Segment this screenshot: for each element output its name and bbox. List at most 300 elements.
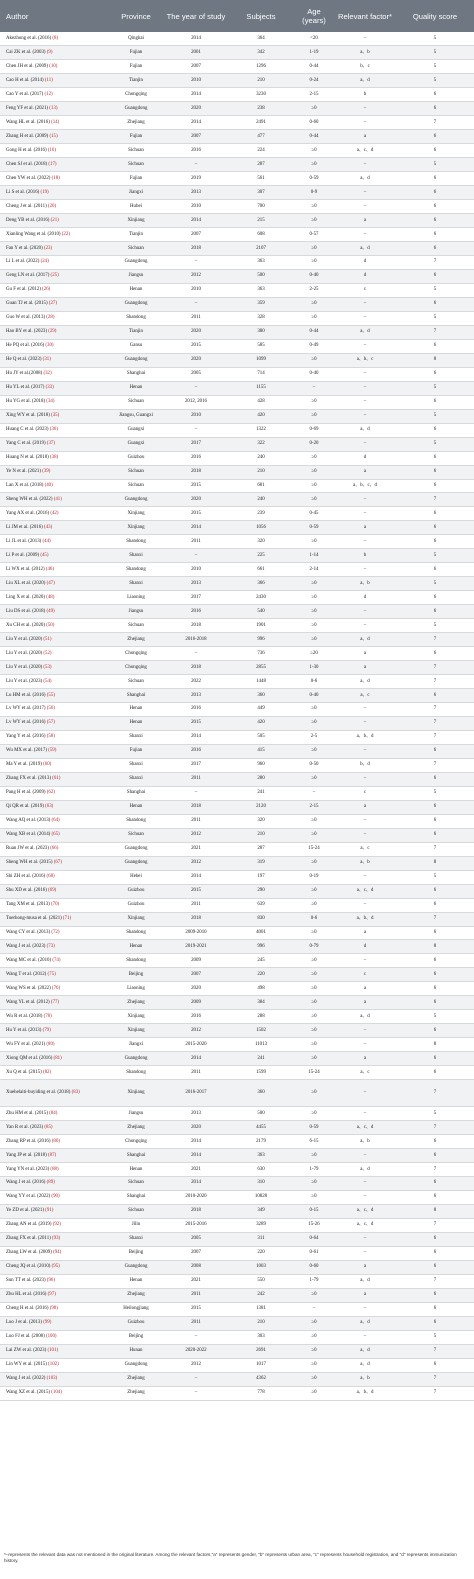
author-cell	[0, 451, 108, 465]
factor-cell: a	[363, 985, 367, 991]
reference-link[interactable]: 32	[45, 371, 50, 377]
reference-close: )	[59, 1222, 61, 1228]
reference-link[interactable]: 48	[47, 594, 53, 600]
reference-link[interactable]: 81	[55, 1055, 61, 1061]
age-cell: 0-44	[309, 63, 319, 69]
reference-link[interactable]: 27	[50, 301, 56, 307]
factor-cell: –	[363, 1236, 367, 1242]
age-cell: 2-14	[309, 566, 319, 572]
subjects-cell: 384	[257, 999, 265, 1005]
reference-close: )	[59, 1250, 62, 1256]
reference-open: (	[49, 999, 53, 1005]
reference-link[interactable]: 23	[45, 245, 51, 251]
reference-open: (	[43, 91, 47, 97]
factor-cell: a、c	[360, 692, 370, 698]
table-row	[0, 311, 474, 325]
quality-cell: 5	[433, 1334, 437, 1340]
reference-open: (	[51, 35, 54, 41]
reference-link[interactable]: 43	[45, 524, 51, 530]
reference-link[interactable]: 13	[50, 105, 56, 111]
author-cell	[0, 1107, 108, 1121]
age-cell: ≥0	[311, 776, 317, 782]
author-name: Lu HM et al. (2016)	[6, 692, 46, 698]
age-cell: 0-40	[309, 273, 319, 279]
reference-link[interactable]: 90	[53, 1194, 58, 1200]
year-cell: 2019	[191, 175, 201, 181]
reference-link[interactable]: 69	[49, 888, 55, 894]
reference-close: )	[49, 1320, 52, 1326]
reference-link[interactable]: 30	[47, 343, 52, 349]
subjects-cell: 220	[257, 1250, 265, 1256]
reference-link[interactable]: 65	[53, 832, 59, 838]
reference-open: (	[49, 902, 53, 908]
reference-close: )	[60, 1055, 62, 1061]
reference-link[interactable]: 71	[64, 916, 70, 922]
author-name: Gong H et al. (2016)	[6, 147, 47, 153]
reference-link[interactable]: 98	[51, 1306, 57, 1312]
quality-cell: 7	[433, 119, 437, 125]
year-cell: 2015-2020	[185, 1041, 207, 1047]
table-row	[0, 703, 474, 717]
province-cell: Guangdong	[124, 1362, 148, 1368]
reference-link[interactable]: 34	[47, 399, 53, 405]
reference-open: (	[47, 63, 51, 69]
quality-cell: 6	[433, 650, 437, 656]
reference-link[interactable]: 47	[48, 580, 54, 586]
reference-link[interactable]: 37	[48, 441, 54, 447]
reference-link[interactable]: 28	[47, 315, 53, 321]
reference-close: )	[58, 818, 60, 824]
reference-link[interactable]: 9	[48, 49, 51, 55]
year-cell: 2007	[191, 231, 201, 237]
subjects-cell: 681	[257, 482, 265, 488]
table-row	[0, 619, 474, 633]
reference-open: (	[44, 622, 48, 628]
reference-link[interactable]: 60	[44, 762, 50, 768]
reference-close: )	[55, 105, 58, 111]
reference-link[interactable]: 57	[48, 720, 54, 726]
reference-link[interactable]: 78	[45, 1013, 51, 1019]
reference-link[interactable]: 55	[48, 692, 54, 698]
reference-link[interactable]: 20	[49, 203, 55, 209]
quality-cell: 5	[433, 49, 437, 55]
quality-cell: 6	[433, 1152, 437, 1158]
author-name: Guo W et al. (2013)	[6, 315, 46, 321]
year-cell: 2016	[191, 455, 201, 461]
reference-link[interactable]: 45	[41, 552, 47, 558]
table-row	[0, 1344, 474, 1358]
year-cell: 2011	[191, 1320, 201, 1326]
author-name: Lai ZW et al. (2023)	[6, 1348, 47, 1354]
reference-link[interactable]: 86	[53, 1138, 59, 1144]
reference-close: )	[57, 1362, 59, 1368]
author-cell	[0, 158, 108, 172]
table-row	[0, 493, 474, 507]
year-cell: 2014	[191, 91, 201, 97]
reference-link[interactable]: 87	[49, 1152, 55, 1158]
quality-cell: 6	[433, 538, 437, 544]
province-cell: Liaoning	[127, 985, 145, 991]
reference-link[interactable]: 39	[43, 469, 49, 475]
reference-link[interactable]: 102	[49, 1362, 58, 1368]
author-name: Wang HL et al. (2016)	[6, 119, 50, 125]
header-age: Age (years)	[302, 7, 326, 25]
reference-link[interactable]: 85	[46, 1124, 51, 1130]
reference-link[interactable]: 40	[46, 482, 52, 488]
author-name: He PQ et al. (2016)	[6, 343, 45, 349]
reference-link[interactable]: 56	[48, 706, 54, 712]
reference-link[interactable]: 49	[48, 608, 54, 614]
factor-cell: a、d	[360, 175, 370, 181]
reference-link[interactable]: 94	[54, 1250, 60, 1256]
reference-link[interactable]: 59	[49, 748, 55, 754]
reference-link[interactable]: 19	[42, 189, 48, 195]
age-cell: –	[312, 1306, 316, 1312]
reference-open: (	[44, 385, 48, 391]
age-cell: 0-59	[309, 175, 319, 181]
reference-link[interactable]: 70	[52, 902, 58, 908]
reference-link[interactable]: 25	[52, 273, 58, 279]
author-cell	[0, 912, 108, 926]
reference-link[interactable]: 82	[44, 1069, 50, 1075]
table-row	[0, 898, 474, 912]
year-cell: 2009	[191, 999, 201, 1005]
reference-close: )	[57, 1194, 60, 1200]
reference-link[interactable]: 101	[49, 1348, 57, 1354]
reference-close: )	[52, 1041, 55, 1047]
age-cell: 15-24	[308, 1069, 320, 1075]
table-row	[0, 591, 474, 605]
table-row	[0, 88, 474, 102]
quality-cell: 7	[433, 1278, 437, 1284]
author-cell	[0, 716, 108, 730]
factor-cell: a、c	[360, 1069, 370, 1075]
reference-close: )	[55, 63, 58, 69]
factor-cell: a	[363, 999, 367, 1005]
reference-link[interactable]: 74	[53, 957, 59, 963]
age-cell: ≥0	[311, 482, 317, 488]
quality-cell: 6	[433, 1138, 437, 1144]
year-cell: 2021	[191, 1166, 201, 1172]
header-row	[0, 0, 474, 32]
reference-link[interactable]: 14	[52, 119, 58, 125]
quality-cell: 6	[433, 343, 437, 349]
reference-open: (	[45, 1180, 49, 1186]
quality-cell: 6	[433, 147, 437, 153]
author-cell	[0, 521, 108, 535]
reference-close: )	[49, 650, 52, 656]
reference-link[interactable]: 63	[46, 804, 52, 810]
author-name: Xiong QM et al. (2016)	[6, 1055, 53, 1061]
reference-link[interactable]: 75	[49, 971, 55, 977]
author-name: Fan Y et al. (2020)	[6, 245, 43, 251]
reference-open: (	[48, 133, 52, 139]
reference-link[interactable]: 92	[54, 1222, 60, 1228]
reference-link[interactable]: 97	[49, 1292, 55, 1298]
author-cell	[0, 940, 108, 954]
reference-link[interactable]: 51	[45, 636, 50, 642]
reference-link[interactable]: 95	[53, 1264, 59, 1270]
age-cell: ≥0	[311, 580, 317, 586]
reference-link[interactable]: 77	[52, 999, 58, 1005]
reference-link[interactable]: 22	[63, 231, 69, 237]
table-footnote: *–represents the relevant data was not mentioned in the original literature. Among the relevant factors,"a" represents gender, "b" represents urban area, "c" represents household registration, and "d" represents immunization history.	[4, 1552, 457, 1563]
author-cell	[0, 32, 108, 46]
reference-link[interactable]: 50	[47, 622, 53, 628]
quality-cell: 6	[433, 999, 437, 1005]
factor-cell: a、d	[360, 678, 370, 684]
reference-close: )	[54, 748, 57, 754]
reference-link[interactable]: 80	[48, 1041, 53, 1047]
age-cell: ≥0	[311, 203, 317, 209]
province-cell: Zhejiang	[127, 999, 145, 1005]
reference-link[interactable]: 15	[51, 133, 56, 139]
province-cell: Shanghai	[126, 790, 146, 796]
reference-link[interactable]: 88	[52, 1166, 57, 1172]
subjects-cell: 2430	[256, 594, 266, 600]
reference-link[interactable]: 68	[48, 874, 54, 880]
reference-link[interactable]: 83	[73, 1090, 79, 1096]
author-cell	[0, 856, 108, 870]
province-cell: Jiangxi	[128, 189, 144, 195]
age-cell: ≥0	[311, 413, 317, 419]
reference-link[interactable]: 31	[44, 357, 50, 363]
table-row	[0, 158, 474, 172]
reference-link[interactable]: 53	[45, 664, 50, 670]
province-cell: Tianjin	[129, 231, 143, 237]
table-row	[0, 1080, 474, 1107]
province-cell: Jilin	[131, 1222, 141, 1228]
reference-link[interactable]: 54	[45, 678, 50, 684]
reference-link[interactable]: 103	[48, 1376, 56, 1382]
reference-link[interactable]: 99	[44, 1320, 50, 1326]
reference-close: )	[49, 664, 52, 670]
subjects-cell: 220	[257, 971, 265, 977]
quality-cell: 6	[433, 91, 437, 97]
author-cell	[0, 242, 108, 256]
author-cell	[0, 703, 108, 717]
subjects-cell: 830	[257, 916, 265, 922]
age-cell: ≥0	[311, 1362, 317, 1368]
reference-link[interactable]: 29	[49, 329, 55, 335]
author-name: Wang J et al. (2022)	[6, 1376, 46, 1382]
province-cell: Henan	[129, 1166, 143, 1172]
subjects-cell: 290	[257, 888, 265, 894]
subjects-cell: 320	[257, 818, 265, 824]
author-name: Sheng WH et al. (2022)	[6, 496, 53, 502]
quality-cell: 6	[433, 371, 437, 377]
age-cell: ≥20	[310, 650, 318, 656]
reference-link[interactable]: 67	[55, 860, 61, 866]
reference-close: )	[50, 49, 53, 55]
province-cell: Shanghai	[126, 1152, 146, 1158]
subjects-cell: 215	[257, 217, 265, 223]
reference-close: )	[56, 510, 59, 516]
reference-link[interactable]: 104	[52, 1390, 61, 1396]
reference-link[interactable]: 38	[51, 455, 57, 461]
table-row	[0, 130, 474, 144]
table-row	[0, 339, 474, 353]
author-name: Li JL et al. (2013)	[6, 538, 42, 544]
reference-link[interactable]: 73	[48, 943, 54, 949]
province-cell: Guangdong	[124, 1264, 148, 1270]
reference-link[interactable]: 21	[52, 217, 58, 223]
reference-link[interactable]: 16	[49, 147, 55, 153]
reference-link[interactable]: 64	[53, 818, 59, 824]
reference-link[interactable]: 35	[52, 413, 58, 419]
quality-cell: 6	[433, 692, 437, 698]
reference-close: )	[56, 35, 59, 41]
reference-link[interactable]: 100	[47, 1334, 55, 1340]
reference-link[interactable]: 96	[48, 1278, 54, 1284]
table-row	[0, 1288, 474, 1302]
factor-cell: –	[363, 371, 367, 377]
reference-link[interactable]: 84	[50, 1110, 56, 1116]
reference-link[interactable]: 26	[43, 287, 49, 293]
quality-cell: 5	[433, 63, 437, 69]
age-cell: ≥0	[311, 1090, 317, 1096]
author-cell	[0, 423, 108, 437]
quality-cell: 8	[433, 943, 437, 949]
quality-cell: 6	[433, 1250, 437, 1256]
factor-cell: c	[363, 790, 367, 796]
header-factor: Relevant factor*	[337, 11, 393, 21]
table-row	[0, 325, 474, 339]
reference-open: (	[43, 804, 47, 810]
reference-link[interactable]: 93	[53, 1236, 59, 1242]
author-name: Hao BY et al. (2023)	[6, 329, 47, 335]
reference-link[interactable]: 46	[47, 566, 53, 572]
province-cell: Guangdong	[124, 105, 148, 111]
age-cell: ≥0	[311, 1110, 317, 1116]
reference-link[interactable]: 72	[52, 929, 58, 935]
author-name: Ruan JW et al. (2023)	[6, 846, 49, 852]
year-cell: –	[194, 385, 198, 391]
reference-link[interactable]: 8	[53, 35, 57, 41]
reference-link[interactable]: 62	[48, 790, 54, 796]
reference-link[interactable]: 89	[48, 1180, 54, 1186]
year-cell: 2017	[191, 441, 201, 447]
reference-link[interactable]: 66	[51, 846, 57, 852]
table-row	[0, 423, 474, 437]
subjects-cell: 639	[257, 902, 265, 908]
author-cell	[0, 1274, 108, 1288]
author-cell	[0, 800, 108, 814]
subjects-cell: 210	[257, 469, 265, 475]
reference-open: (	[50, 1138, 54, 1144]
quality-cell: 7	[433, 1124, 437, 1130]
age-cell: ≥0	[311, 1292, 317, 1298]
table-row	[0, 940, 474, 954]
factor-cell: a、d	[360, 245, 370, 251]
reference-link[interactable]: 52	[45, 650, 50, 656]
reference-link[interactable]: 36	[51, 427, 57, 433]
year-cell: 2012, 2016	[184, 399, 207, 405]
province-cell: Hebei	[130, 874, 142, 880]
year-cell: 2014	[191, 524, 201, 530]
province-cell: Zhejiang	[127, 1292, 145, 1298]
author-name: Yang AX et al. (2016)	[6, 510, 50, 516]
table-row	[0, 1260, 474, 1274]
author-name: Ma Y et al. (2019)	[6, 762, 42, 768]
table-row	[0, 1274, 474, 1288]
quality-cell: 7	[433, 706, 437, 712]
author-cell	[0, 507, 108, 521]
factor-cell: d	[363, 455, 367, 461]
reference-close: )	[57, 413, 60, 419]
reference-link[interactable]: 17	[50, 161, 55, 167]
author-name: Feng YF et al. (2021)	[6, 105, 49, 111]
author-cell	[0, 1246, 108, 1260]
author-name: Hu Y et al. (2013)	[6, 1027, 42, 1033]
author-name: Zhu HM et al. (2015)	[6, 1110, 48, 1116]
quality-cell: 7	[433, 1166, 437, 1172]
quality-cell: 6	[433, 189, 437, 195]
age-cell: ≥0	[311, 1152, 317, 1158]
factor-cell: a、b	[360, 580, 370, 586]
reference-link[interactable]: 58	[48, 734, 54, 740]
reference-close: )	[55, 301, 57, 307]
factor-cell: a、b	[360, 49, 370, 55]
table-row	[0, 1302, 474, 1316]
age-cell: ≥0	[311, 147, 317, 153]
reference-link[interactable]: 11	[46, 77, 52, 83]
table-row	[0, 200, 474, 214]
age-cell: ≥0	[311, 999, 317, 1005]
factor-cell: a、d	[360, 1362, 370, 1368]
reference-close: )	[49, 1027, 51, 1033]
reference-open: (	[46, 1292, 50, 1298]
reference-open: (	[50, 1236, 54, 1242]
reference-link[interactable]: 61	[53, 776, 59, 782]
province-cell: Xinjiang	[127, 524, 145, 530]
reference-link[interactable]: 76	[53, 985, 59, 991]
factor-cell: –	[363, 496, 367, 502]
province-cell: Tianjin	[129, 329, 143, 335]
quality-cell: 5	[433, 315, 437, 321]
quality-cell: 6	[433, 985, 437, 991]
reference-link[interactable]: 12	[46, 91, 52, 97]
reference-link[interactable]: 24	[42, 259, 48, 265]
reference-link[interactable]: 44	[44, 538, 50, 544]
age-cell: ≥0	[311, 469, 317, 475]
author-cell	[0, 730, 108, 744]
reference-link[interactable]: 91	[46, 1208, 52, 1214]
reference-link[interactable]: 10	[50, 63, 56, 69]
reference-link[interactable]: 33	[47, 385, 53, 391]
year-cell: 2013	[191, 189, 201, 195]
reference-open: (	[51, 1250, 55, 1256]
author-cell	[0, 395, 108, 409]
author-cell	[0, 479, 108, 493]
year-cell: –	[194, 161, 198, 167]
reference-link[interactable]: 42	[51, 510, 57, 516]
author-name: Yang YN et al. (2023)	[6, 1166, 50, 1172]
province-cell: Jiangsu, Guangxi	[119, 413, 153, 419]
reference-open: (	[50, 832, 54, 838]
year-cell: 2015	[191, 343, 201, 349]
age-cell: 15-26	[308, 1222, 320, 1228]
reference-open: (	[39, 189, 43, 195]
year-cell: 2018	[191, 664, 201, 670]
subjects-cell: 4001	[256, 929, 266, 935]
reference-link[interactable]: 18	[53, 175, 59, 181]
reference-link[interactable]: 79	[44, 1027, 50, 1033]
factor-cell: b	[363, 552, 367, 558]
author-name: Zhang FX et al. (2013)	[6, 776, 51, 782]
author-name: Zhang H et al. (2009)	[6, 133, 49, 139]
reference-link[interactable]: 41	[55, 496, 61, 502]
